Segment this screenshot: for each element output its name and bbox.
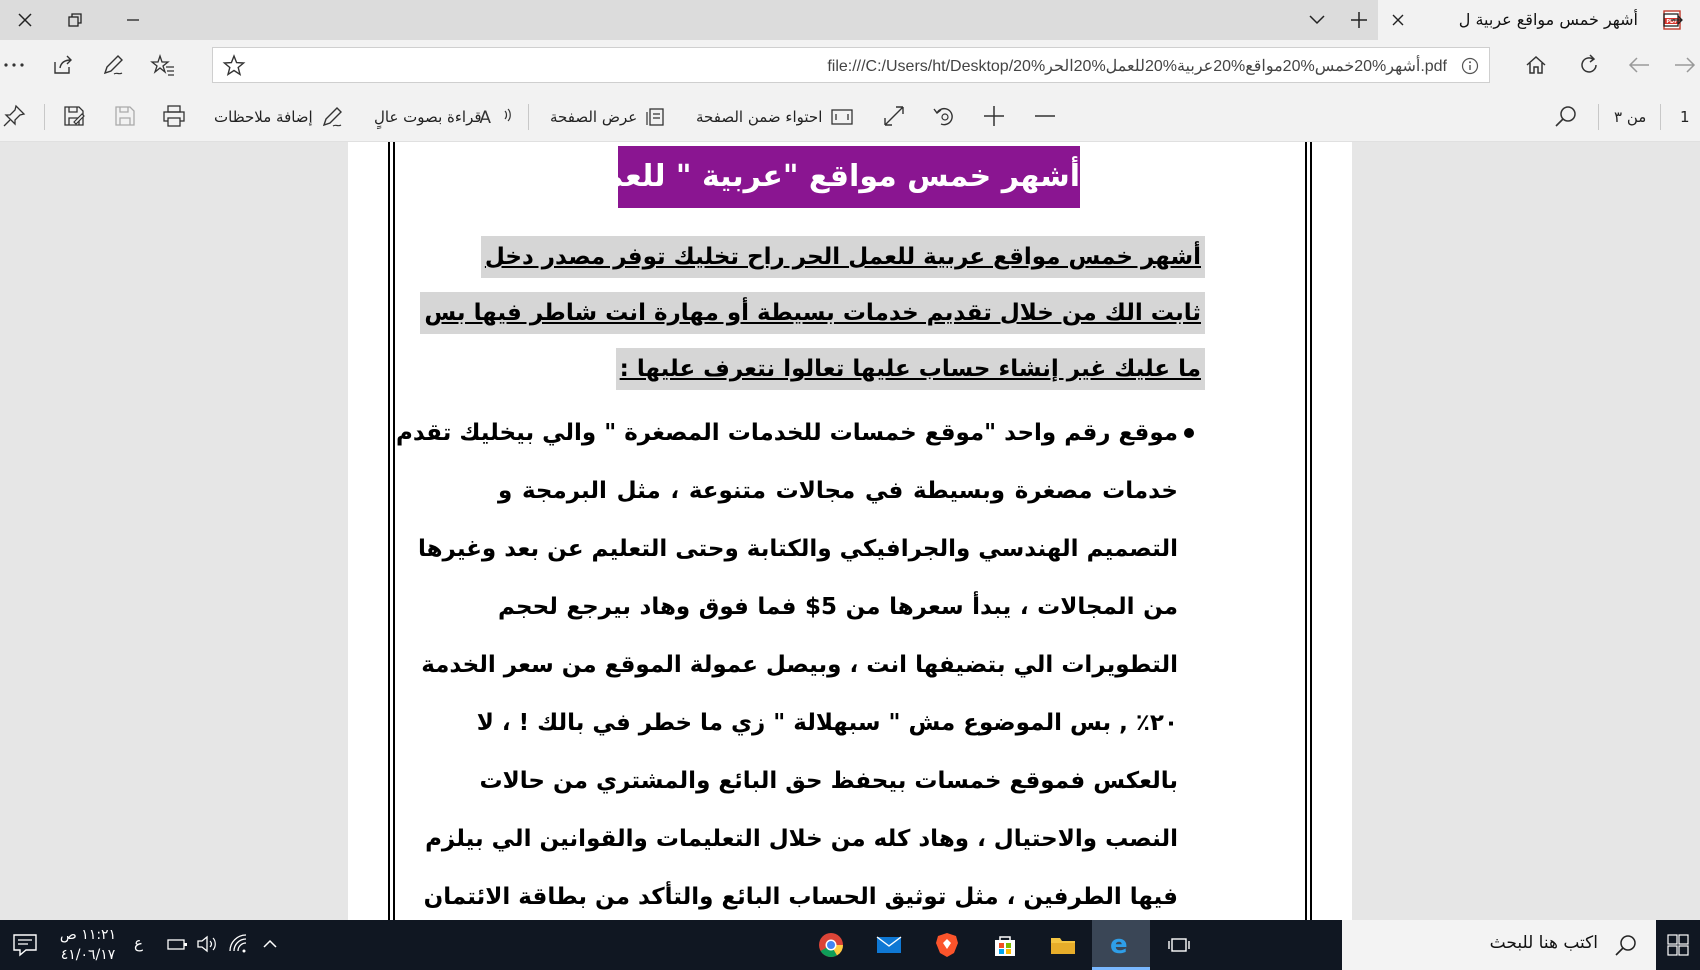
page-view-button[interactable]: [550, 104, 667, 130]
bullet-text-line: ٢٠٪ , بس الموضوع مش " سبهلالة " زي ما خطر في بالك ! ، لا: [476, 710, 1178, 736]
search-placeholder: اكتب هنا للبحث: [1489, 933, 1598, 953]
brave-browser-icon: [934, 931, 960, 959]
rotate-icon[interactable]: [932, 104, 956, 128]
taskbar-chrome-button[interactable]: [802, 920, 860, 970]
svg-text:PDF: PDF: [1666, 19, 1678, 25]
toolbar-separator: [44, 104, 45, 130]
page-view-label: عرض الصفحة: [550, 108, 638, 126]
bullet-text-line: التصميم الهندسي والجرافيكي والكتابة وحتى التعليم عن بعد وغيرها: [417, 536, 1178, 562]
document-title-banner: أشهر خمس مواقع "عربية " للعمل الحر: [618, 146, 1080, 208]
svg-text:A: A: [478, 108, 491, 128]
bullet-text-line: بالعكس فموقع خمسات بيحفظ حق البائع والمشتري من حالات: [479, 768, 1178, 794]
start-button[interactable]: [1656, 920, 1700, 970]
minimize-window-button[interactable]: [108, 0, 158, 40]
read-aloud-button[interactable]: [374, 104, 514, 130]
windows-logo-icon: [1667, 934, 1689, 956]
zoom-out-icon[interactable]: [1033, 104, 1057, 128]
full-screen-icon[interactable]: [882, 104, 906, 128]
pdf-toolbar: [0, 90, 1700, 142]
favorites-list-icon[interactable]: [150, 52, 176, 78]
set-aside-tabs-icon: [1663, 12, 1683, 28]
document-viewport[interactable]: [0, 142, 1700, 920]
battery-icon[interactable]: [166, 933, 190, 955]
taskbar-store-button[interactable]: [976, 920, 1034, 970]
close-icon: [18, 13, 32, 27]
wifi-icon[interactable]: [228, 933, 252, 955]
zoom-in-icon[interactable]: [982, 104, 1006, 128]
add-notes-button[interactable]: [214, 104, 343, 130]
add-notes-label: إضافة ملاحظات: [214, 108, 313, 126]
taskbar-search-box[interactable]: [1342, 920, 1656, 970]
restore-icon: [68, 13, 82, 27]
plus-icon: [1351, 12, 1367, 28]
site-info-icon[interactable]: [1457, 53, 1483, 79]
title-bar: [0, 0, 1700, 40]
clock-date: ٤١/٠٦/١٧: [60, 947, 116, 963]
folder-icon: [1049, 933, 1077, 957]
tab-title: أشهر خمس مواقع عربية ل: [1458, 10, 1638, 29]
forward-arrow-icon[interactable]: [1672, 52, 1698, 78]
mail-icon: [875, 934, 903, 956]
url-text: file:///C:/Users/ht/Desktop/20%أشهر%20خمس%20مواقع%20عربية%20للعمل%20الحر.pdf: [827, 58, 1447, 75]
clock-time: ١١:٢١ ص: [59, 927, 117, 943]
bullet-text-line: خدمات مصغرة وبسيطة في مجالات متنوعة ، مثل البرمجة و: [498, 478, 1178, 504]
read-aloud-icon: [478, 106, 514, 128]
taskbar-mail-button[interactable]: [860, 920, 918, 970]
taskbar-edge-button[interactable]: [1092, 920, 1150, 970]
page-view-icon: [645, 106, 667, 128]
fit-page-icon: [830, 107, 854, 127]
taskbar-brave-button[interactable]: [918, 920, 976, 970]
edge-browser-icon: [1107, 930, 1135, 958]
set-aside-tabs-button[interactable]: [1648, 0, 1698, 40]
svg-text:e: e: [1110, 929, 1128, 960]
input-language[interactable]: ع: [134, 934, 143, 952]
read-aloud-label: قراءة بصوت عالٍ: [374, 108, 482, 126]
address-bar[interactable]: [212, 47, 1490, 83]
task-view-button[interactable]: [1150, 920, 1208, 970]
share-icon[interactable]: [50, 52, 76, 78]
task-view-icon: [1167, 935, 1191, 955]
save-icon: [113, 104, 137, 128]
tab-close-icon[interactable]: [1388, 10, 1408, 30]
close-window-button[interactable]: [0, 0, 50, 40]
toolbar-separator: [1598, 104, 1599, 130]
new-tab-button[interactable]: [1334, 0, 1384, 40]
pin-toolbar-icon[interactable]: [2, 104, 26, 128]
bullet-text-line: فيها الطرفين ، مثل توثيق الحساب البائع والتأكد من بطاقة الائتمان: [423, 884, 1178, 910]
toolbar-separator: [1660, 104, 1661, 130]
find-icon[interactable]: [1554, 104, 1578, 128]
fit-to-page-button[interactable]: [696, 104, 854, 130]
intro-line: ما عليك غير إنشاء حساب عليها تعالوا نتعرف عليها :: [616, 348, 1205, 390]
page-total: من ٣: [1614, 108, 1647, 126]
restore-window-button[interactable]: [50, 0, 100, 40]
intro-line: ثابت الك من خلال تقديم خدمات بسيطة أو مهارة انت شاطر فيها بس: [420, 292, 1205, 334]
system-clock[interactable]: [48, 925, 128, 965]
more-actions-icon[interactable]: [0, 52, 28, 78]
home-icon[interactable]: [1523, 52, 1549, 78]
pdf-page: [348, 142, 1352, 942]
print-icon[interactable]: [162, 104, 186, 128]
pen-icon[interactable]: [100, 52, 126, 78]
chrome-browser-icon: [817, 931, 845, 959]
toolbar-separator: [528, 104, 529, 130]
bullet-text-line: من المجالات ، يبدأ سعرها من 5$ فما فوق وهاد بيرجع لحجم: [498, 594, 1179, 620]
intro-line: أشهر خمس مواقع عربية للعمل الحر راح تخليك توفر مصدر دخل: [481, 236, 1205, 278]
pen-icon: [321, 106, 343, 128]
save-as-icon[interactable]: [62, 104, 86, 128]
bullet-text-line: موقع رقم واحد "موقع خمسات للخدمات المصغرة " والي بيخليك تقدم: [396, 420, 1178, 446]
fit-to-page-label: احتواء ضمن الصفحة: [696, 108, 823, 126]
notifications-icon[interactable]: [12, 932, 38, 958]
search-icon: [1614, 933, 1638, 957]
refresh-icon[interactable]: [1576, 52, 1602, 78]
bullet-text-line: التطويرات الي بتضيفها انت ، وبيصل عمولة الموقع من سعر الخدمة: [421, 652, 1178, 678]
show-hidden-icons-icon[interactable]: [262, 933, 278, 955]
chevron-down-icon: [1309, 15, 1325, 25]
store-icon: [992, 932, 1018, 958]
back-arrow-icon[interactable]: [1626, 52, 1652, 78]
address-row: [0, 40, 1700, 90]
volume-icon[interactable]: [196, 933, 220, 955]
favorite-star-icon[interactable]: [221, 52, 247, 78]
taskbar-explorer-button[interactable]: [1034, 920, 1092, 970]
minimize-icon: [126, 13, 140, 27]
bullet-text-line: النصب والاحتيال ، وهاد كله من خلال التعليمات والقوانين الي بيلزم: [425, 826, 1178, 852]
bullet-marker: [1184, 428, 1194, 438]
page-number-input[interactable]: 1: [1680, 108, 1690, 126]
taskbar: [0, 920, 1700, 970]
